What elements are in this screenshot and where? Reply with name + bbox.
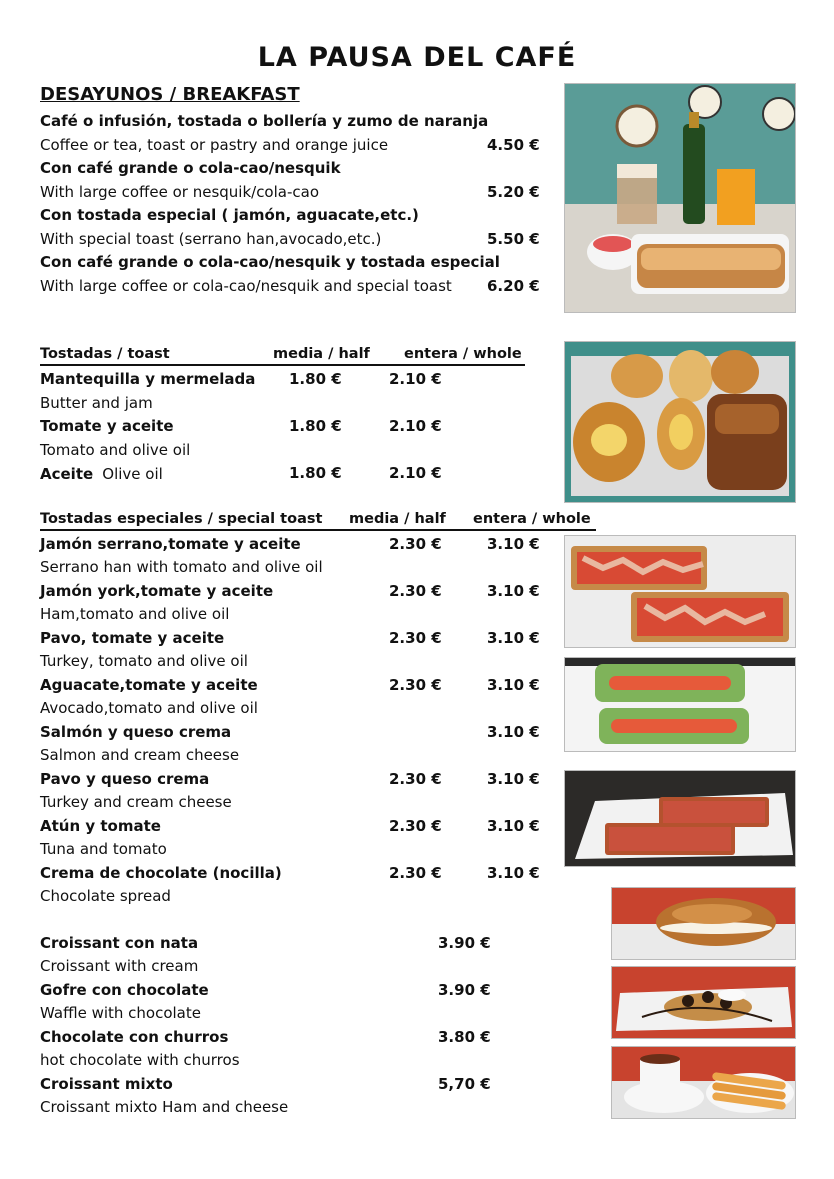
breakfast-item-es: Con tostada especial ( jamón, aguacate,etc.) <box>40 206 419 224</box>
breakfast-item-en: With special toast (serrano han,avocado,etc.) <box>40 230 382 248</box>
toast-item-half: 1.80 € <box>289 370 342 388</box>
breakfast-item-es: Café o infusión, tostada o bollería y zumo de naranja <box>40 112 489 130</box>
special-item-half: 2.30 € <box>389 817 442 835</box>
waffle-photo <box>611 966 796 1039</box>
special-item-whole: 3.10 € <box>487 582 540 600</box>
special-item-es: Pavo y queso crema <box>40 770 210 788</box>
special-header-half: media / half <box>349 511 446 527</box>
special-item-es: Pavo, tomate y aceite <box>40 629 225 647</box>
toast-item-whole: 2.10 € <box>389 417 442 435</box>
special-item-en: Turkey and cream cheese <box>40 793 232 811</box>
breakfast-item-price: 4.50 € <box>487 136 540 154</box>
toast-item-half: 1.80 € <box>289 417 342 435</box>
special-item-half: 2.30 € <box>389 629 442 647</box>
avocado-toast-photo <box>564 657 796 752</box>
breakfast-item-price: 5.20 € <box>487 183 540 201</box>
toast-header-whole: entera / whole <box>404 346 522 362</box>
croissant-cream-photo <box>611 887 796 960</box>
special-item-whole: 3.10 € <box>487 723 540 741</box>
special-item-en: Chocolate spread <box>40 887 171 905</box>
extra-item-es: Chocolate con churros <box>40 1028 229 1046</box>
special-item-half: 2.30 € <box>389 582 442 600</box>
extra-item-en: Croissant with cream <box>40 957 199 975</box>
special-header-whole: entera / whole <box>473 511 591 527</box>
special-item-es: Crema de chocolate (nocilla) <box>40 864 282 882</box>
toast-item-whole: 2.10 € <box>389 464 442 482</box>
extra-item-price: 3.90 € <box>438 934 491 952</box>
special-item-whole: 3.10 € <box>487 676 540 694</box>
toast-item-row <box>40 464 163 483</box>
breakfast-item-price: 5.50 € <box>487 230 540 248</box>
page-title: LA PAUSA DEL CAFÉ <box>257 42 577 73</box>
special-item-es: Jamón york,tomate y aceite <box>40 582 274 600</box>
extra-item-en: hot chocolate with churros <box>40 1051 240 1069</box>
special-item-whole: 3.10 € <box>487 535 540 553</box>
extra-item-price: 5,70 € <box>438 1075 491 1093</box>
special-item-es: Atún y tomate <box>40 817 161 835</box>
pastries-photo <box>564 341 796 503</box>
toast-item-es: Mantequilla y mermelada <box>40 370 256 388</box>
special-item-whole: 3.10 € <box>487 770 540 788</box>
breakfast-item-en: Coffee or tea, toast or pastry and orange juice <box>40 136 389 154</box>
churros-photo <box>611 1046 796 1119</box>
toast-item-en: Tomato and olive oil <box>40 441 191 459</box>
special-item-es: Aguacate,tomate y aceite <box>40 676 258 694</box>
special-item-half: 2.30 € <box>389 770 442 788</box>
special-item-half: 2.30 € <box>389 676 442 694</box>
special-item-en: Turkey, tomato and olive oil <box>40 652 248 670</box>
special-item-en: Ham,tomato and olive oil <box>40 605 230 623</box>
serrano-toast-photo <box>564 770 796 867</box>
breakfast-item-es: Con café grande o cola-cao/nesquik <box>40 159 341 177</box>
special-item-en: Tuna and tomato <box>40 840 167 858</box>
special-item-en: Avocado,tomato and olive oil <box>40 699 258 717</box>
extra-item-es: Croissant con nata <box>40 934 199 952</box>
extra-item-es: Croissant mixto <box>40 1075 173 1093</box>
special-item-whole: 3.10 € <box>487 629 540 647</box>
extra-item-price: 3.80 € <box>438 1028 491 1046</box>
breakfast-item-en: With large coffee or nesquik/cola-cao <box>40 183 320 201</box>
toast-item-half: 1.80 € <box>289 464 342 482</box>
special-item-whole: 3.10 € <box>487 817 540 835</box>
special-item-en: Salmon and cream cheese <box>40 746 240 764</box>
toast-item-whole: 2.10 € <box>389 370 442 388</box>
special-item-half: 2.30 € <box>389 535 442 553</box>
special-item-half: 2.30 € <box>389 864 442 882</box>
toast-item-es: Aceite <box>40 465 94 483</box>
breakfast-photo <box>564 83 796 313</box>
ham-toast-photo <box>564 535 796 648</box>
special-item-en: Serrano han with tomato and olive oil <box>40 558 323 576</box>
breakfast-item-es: Con café grande o cola-cao/nesquik y tostada especial <box>40 253 500 271</box>
breakfast-item-price: 6.20 € <box>487 277 540 295</box>
breakfast-item-en: With large coffee or cola-cao/nesquik and special toast <box>40 277 452 295</box>
toast-item-en: Olive oil <box>102 465 163 483</box>
toast-header-name: Tostadas / toast <box>40 346 170 362</box>
toast-header-underline <box>40 364 525 366</box>
special-header-underline <box>40 529 596 531</box>
extra-item-en: Croissant mixto Ham and cheese <box>40 1098 289 1116</box>
breakfast-heading: DESAYUNOS / BREAKFAST <box>40 84 300 105</box>
toast-header-half: media / half <box>273 346 370 362</box>
special-header-name: Tostadas especiales / special toast <box>40 511 323 527</box>
toast-item-es: Tomate y aceite <box>40 417 174 435</box>
extra-item-price: 3.90 € <box>438 981 491 999</box>
toast-item-en: Butter and jam <box>40 394 153 412</box>
special-item-es: Salmón y queso crema <box>40 723 232 741</box>
special-item-es: Jamón serrano,tomate y aceite <box>40 535 301 553</box>
special-item-whole: 3.10 € <box>487 864 540 882</box>
extra-item-en: Waffle with chocolate <box>40 1004 201 1022</box>
extra-item-es: Gofre con chocolate <box>40 981 209 999</box>
